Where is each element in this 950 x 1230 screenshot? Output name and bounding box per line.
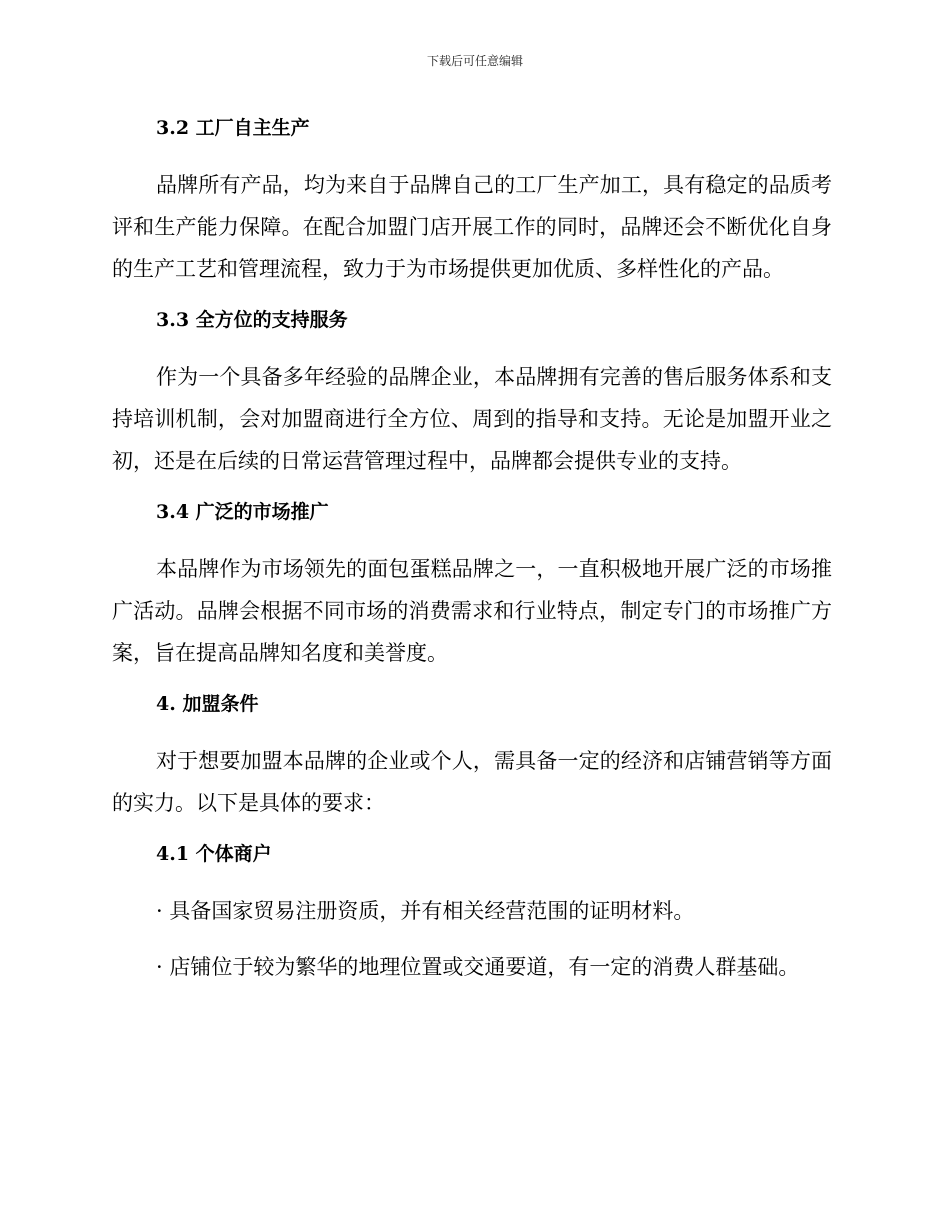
section-heading-3-2: 3.2 工厂自主生产	[156, 117, 310, 139]
section-heading-3-4: 3.4 广泛的市场推广	[156, 501, 329, 523]
bullet-item: · 店铺位于较为繁华的地理位置或交通要道，有一定的消费人群基础。	[156, 955, 800, 979]
section-heading-3-3: 3.3 全方位的支持服务	[156, 309, 348, 331]
section-heading-4: 4. 加盟条件	[156, 693, 259, 715]
page-header: 下载后可任意编辑	[426, 54, 523, 68]
paragraph: 品牌所有产品，均为来自于品牌自己的工厂生产加工，具有稳定的品质考评和生产能力保障。在配合加盟门店开展工作的同时，品牌还会不断优化自身的生产工艺和管理流程，致力于为市场提供更加优质、多样性化的产品。	[112, 173, 832, 281]
bullet-item: · 具备国家贸易注册资质，并有相关经营范围的证明材料。	[156, 899, 695, 923]
paragraph: 本品牌作为市场领先的面包蛋糕品牌之一，一直积极地开展广泛的市场推广活动。品牌会根据不同市场的消费需求和行业特点，制定专门的市场推广方案，旨在提高品牌知名度和美誉度。	[112, 557, 832, 665]
document-body	[112, 114, 832, 1002]
paragraph: 对于想要加盟本品牌的企业或个人，需具备一定的经济和店铺营销等方面的实力。以下是具体的要求：	[112, 749, 832, 815]
section-heading-4-1: 4.1 个体商户	[156, 843, 272, 865]
paragraph: 作为一个具备多年经验的品牌企业，本品牌拥有完善的售后服务体系和支持培训机制，会对加盟商进行全方位、周到的指导和支持。无论是加盟开业之初，还是在后续的日常运营管理过程中，品牌都会提供专业的支持。	[112, 365, 832, 473]
